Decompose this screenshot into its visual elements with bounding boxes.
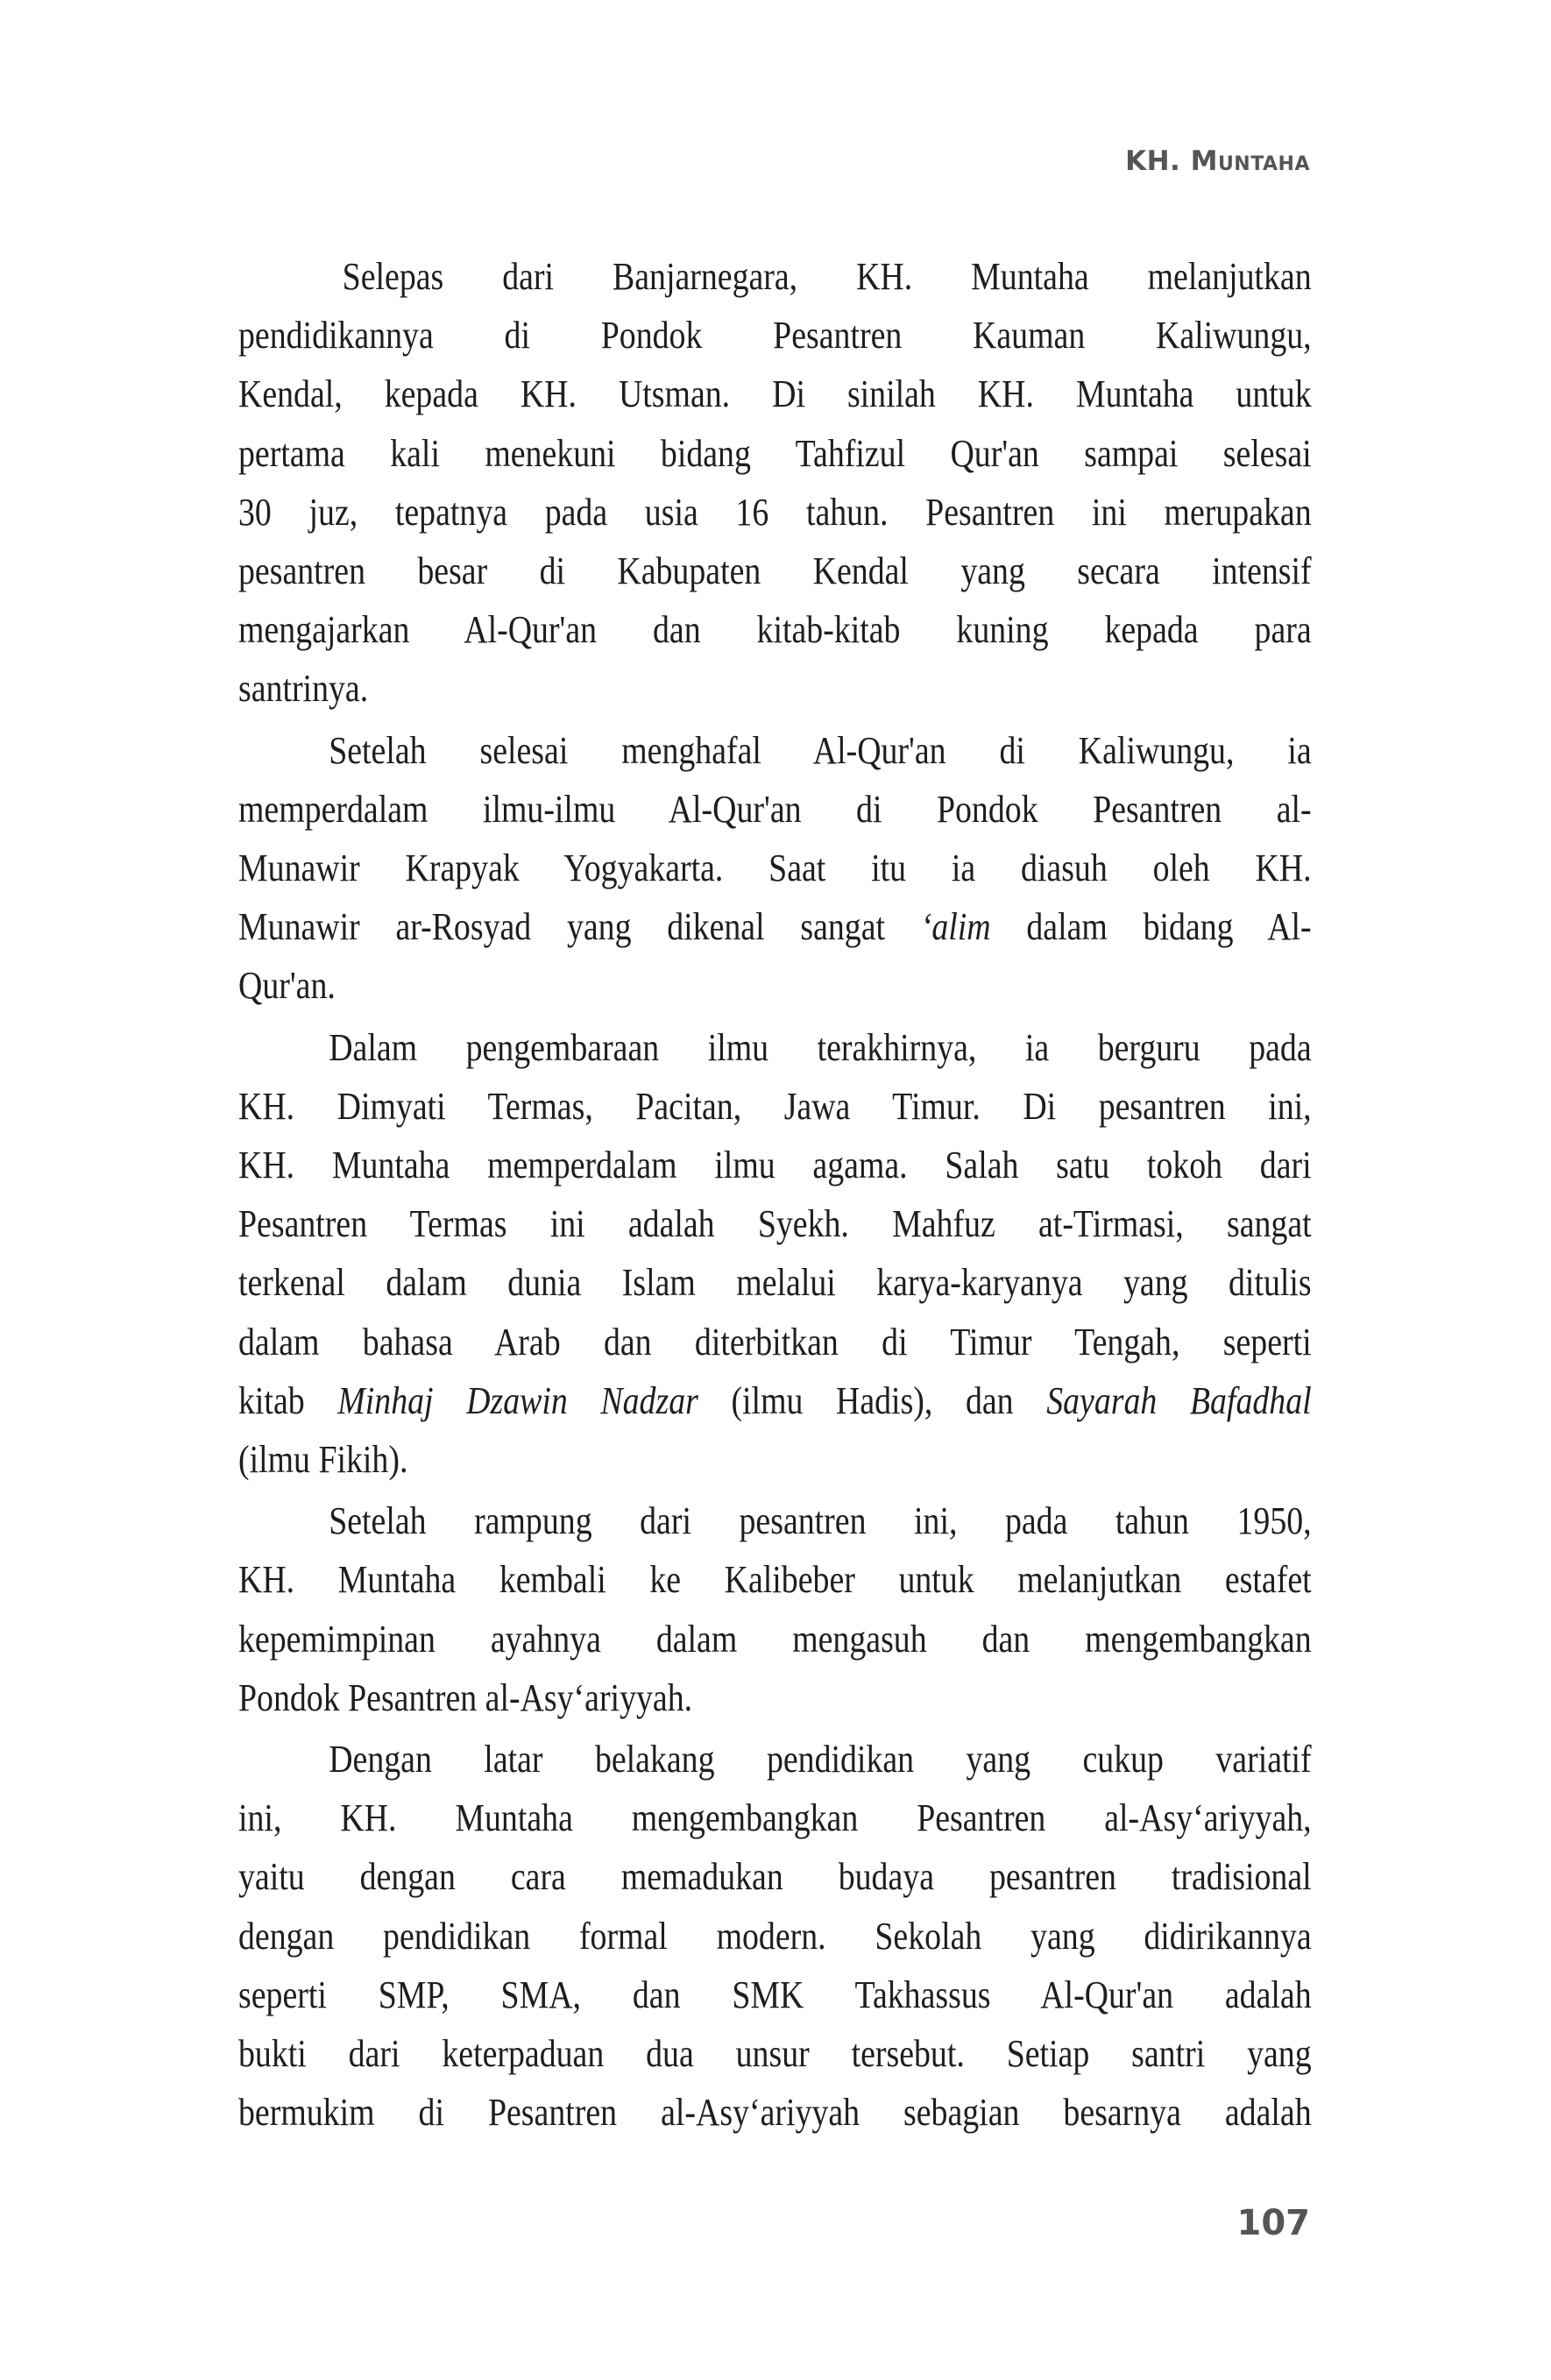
italic-term: ‘alim (920, 905, 991, 949)
text-line: kepemimpinan ayahnya dalam mengasuh dan mengembangkan (238, 1617, 1312, 1661)
text-line: Selepas dari Banjarnegara, KH. Muntaha melanjutkan (342, 255, 1312, 298)
text-line: KH. Muntaha kembali ke Kalibeber untuk melanjutkan estafet (238, 1558, 1312, 1602)
text-line: Setelah rampung dari pesantren ini, pada tahun 1950, (329, 1499, 1312, 1543)
text-line: terkenal dalam dunia Islam melalui karya-karyanya yang ditulis (238, 1261, 1312, 1305)
text-line: Munawir Krapyak Yogyakarta. Saat itu ia diasuh oleh KH. (238, 846, 1312, 890)
body-text (238, 247, 1312, 2143)
text-line: 30 juz, tepatnya pada usia 16 tahun. Pesantren ini merupakan (238, 490, 1312, 534)
text-line: pertama kali menekuni bidang Tahfizul Qur'an sampai selesai (238, 431, 1312, 475)
text-line: Dengan latar belakang pendidikan yang cukup variatif (329, 1738, 1312, 1781)
text-run: (ilmu Hadis), dan (698, 1378, 1047, 1422)
text-line: (ilmu Fikih). (238, 1438, 408, 1482)
text-line: santrinya. (238, 667, 369, 711)
text-line (238, 897, 1312, 956)
text-line: KH. Muntaha memperdalam ilmu agama. Salah satu tokoh dari (238, 1144, 1312, 1187)
text-line: Dalam pengembaraan ilmu terakhirnya, ia berguru pada (329, 1025, 1312, 1069)
text-line: mengajarkan Al-Qur'an dan kitab-kitab kuning kepada para (238, 608, 1312, 652)
text-line: bukti dari keterpaduan dua unsur tersebut. Setiap santri yang (238, 2032, 1312, 2076)
text-column (238, 247, 1312, 2143)
paragraph-1 (238, 247, 1312, 719)
text-line: bermukim di Pesantren al-Asy‘ariyyah sebagian besarnya adalah (238, 2091, 1312, 2135)
italic-book-title: Minhaj Dzawin Nadzar (337, 1378, 698, 1422)
italic-book-title: Sayarah Bafadhal (1046, 1378, 1312, 1422)
text-run: Munawir ar-Rosyad yang dikenal sangat (238, 905, 921, 949)
text-line: ini, KH. Muntaha mengembangkan Pesantren al-Asy‘ariyyah, (238, 1796, 1312, 1840)
running-head-title: KH. Muntaha (1125, 145, 1310, 177)
text-line: Qur'an. (238, 964, 336, 1008)
text-line: Setelah selesai menghafal Al-Qur'an di Kaliwungu, ia (329, 728, 1312, 772)
paragraph-2 (238, 721, 1312, 1016)
text-line: Pondok Pesantren al-Asy‘ariyyah. (238, 1675, 693, 1719)
text-line: KH. Dimyati Termas, Pacitan, Jawa Timur. Di pesantren ini, (238, 1084, 1312, 1128)
text-line: Kendal, kepada KH. Utsman. Di sinilah KH. Muntaha untuk (238, 372, 1312, 416)
text-line (238, 1371, 1312, 1430)
paragraph-4 (238, 1491, 1312, 1727)
text-line: Pesantren Termas ini adalah Syekh. Mahfuz at-Tirmasi, sangat (238, 1202, 1312, 1246)
text-line: dengan pendidikan formal modern. Sekolah yang didirikannya (238, 1914, 1312, 1958)
paragraph-5 (238, 1730, 1312, 2142)
text-line: dalam bahasa Arab dan diterbitkan di Timur Tengah, seperti (238, 1320, 1312, 1364)
text-line: memperdalam ilmu-ilmu Al-Qur'an di Pondok Pesantren al- (238, 787, 1312, 831)
text-run: kitab (238, 1378, 338, 1422)
text-line: seperti SMP, SMA, dan SMK Takhassus Al-Qur'an adalah (238, 1973, 1312, 2016)
paragraph-3 (238, 1018, 1312, 1490)
text-run: dalam bidang Al- (990, 905, 1312, 949)
text-line: pendidikannya di Pondok Pesantren Kauman Kaliwungu, (238, 314, 1312, 358)
page-number: 107 (1236, 2203, 1310, 2243)
text-line: pesantren besar di Kabupaten Kendal yang secara intensif (238, 549, 1312, 593)
text-line: yaitu dengan cara memadukan budaya pesantren tradisional (238, 1855, 1312, 1899)
